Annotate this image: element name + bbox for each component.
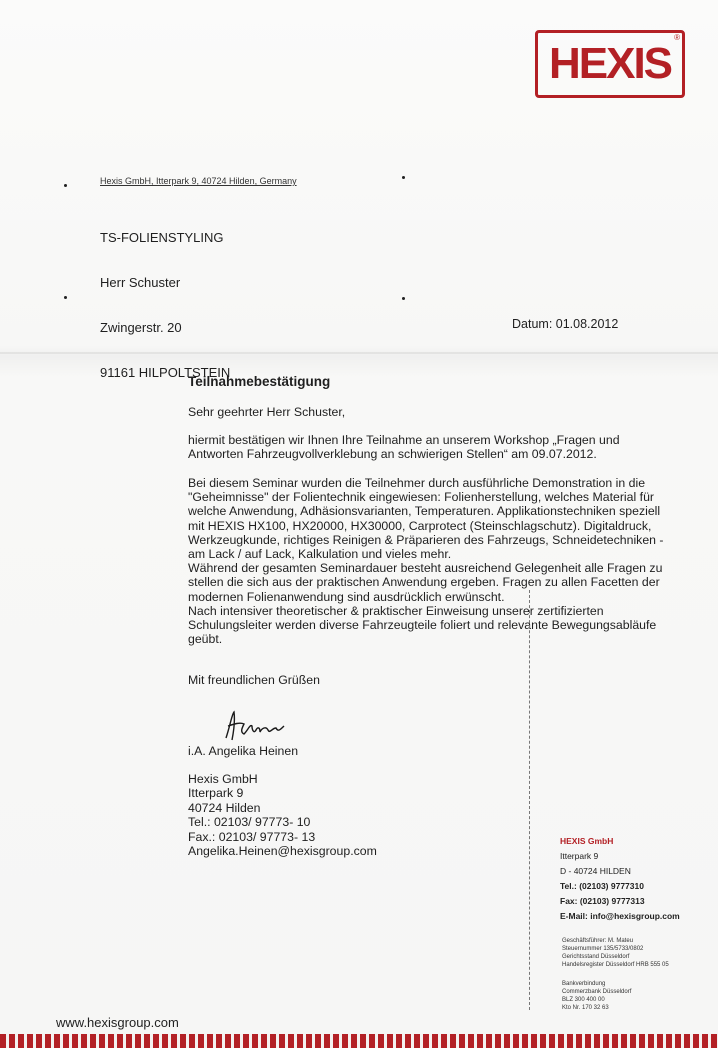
sender-line: Hexis GmbH, Itterpark 9, 40724 Hilden, Germany bbox=[100, 176, 297, 186]
footer-street: Itterpark 9 bbox=[560, 851, 599, 861]
recipient-company: TS-FOLIENSTYLING bbox=[100, 230, 224, 245]
footer-address bbox=[560, 834, 680, 924]
letter-subject: Teilnahmebestätigung bbox=[188, 374, 331, 389]
footer-legal: Geschäftsführer: M. Mateu Steuernummer 135/5733/0802 Gerichtsstand Düsseldorf Handelsregister Düsseldorf HRB 555 05 bbox=[562, 938, 669, 968]
closing: Mit freundlichen Grüßen bbox=[188, 673, 320, 687]
contact-block: Hexis GmbH Itterpark 9 40724 Hilden Tel.: 02103/ 97773- 10 Fax.: 02103/ 97773- 13 Angelika.Heinen@hexisgroup.com bbox=[188, 772, 377, 859]
website-link[interactable]: www.hexisgroup.com bbox=[56, 1015, 179, 1030]
punch-mark bbox=[402, 176, 405, 179]
letter-date: Datum: 01.08.2012 bbox=[512, 317, 619, 331]
paragraph-2: Bei diesem Seminar wurden die Teilnehmer durch ausführliche Demonstration in die "Geheimnisse" der Folientechnik eingewiesen: Folienherstellung, welches Material für welche Anwendung, Adhäsionsvarianten, Temperaturen. Applikationstechniken speziell mit HEXIS HX100, HX20000, HX30000, Carprotect (Steinschlagschutz). Digitaldruck, Werkzeugkunde, richtiges Reinigen & Präparieren des Fahrzeugs, Schneidetechniken - am Lack / auf Lack, Kalkulation und vieles mehr. Während der gesamten Seminardauer besteht ausreichend Gelegenheit alle Fragen zu stellen die sich aus der praktischen Anwendung ergeben. Fragen zu allen Facetten der modernen Folienanwendung sind ausdrücklich erwünscht. Nach intensiver theoretischer & praktischer Einweisung unserer zertifizierten Schulungsleiter werden diverse Fahrzeugteile foliert und relevante Bewegungsabläufe geübt. bbox=[188, 476, 664, 647]
recipient-name: Herr Schuster bbox=[100, 275, 181, 290]
footer-fax: Fax: (02103) 9777313 bbox=[560, 896, 645, 906]
dashed-guide bbox=[529, 590, 530, 1010]
punch-mark bbox=[64, 296, 67, 299]
punch-mark bbox=[64, 184, 67, 187]
footer-tel: Tel.: (02103) 9777310 bbox=[560, 881, 644, 891]
punch-mark bbox=[402, 297, 405, 300]
footer-company: HEXIS GmbH bbox=[560, 836, 614, 846]
handwritten-signature bbox=[222, 708, 286, 744]
footer-city: D - 40724 HILDEN bbox=[560, 866, 631, 876]
hexis-logo bbox=[535, 30, 685, 98]
footer-email[interactable]: E-Mail: info@hexisgroup.com bbox=[560, 911, 680, 921]
paragraph-1: hiermit bestätigen wir Ihnen Ihre Teilnahme an unserem Workshop „Fragen und Antworten Fahrzeugvollverklebung an schwierigen Stellen“ am 09.07.2012. bbox=[188, 433, 620, 462]
recipient-street: Zwingerstr. 20 bbox=[100, 320, 182, 335]
signatory: i.A. Angelika Heinen bbox=[188, 744, 299, 758]
recipient-city: 91161 HILPOLTSTEIN bbox=[100, 365, 231, 380]
salutation: Sehr geehrter Herr Schuster, bbox=[188, 405, 346, 419]
footer-stripes bbox=[0, 1034, 718, 1048]
logo-text: HEXIS bbox=[548, 39, 672, 88]
footer-bank: Bankverbindung Commerzbank Düsseldorf BLZ 300 400 00 Kto Nr. 170 32 63 bbox=[562, 981, 632, 1011]
registered-mark: ® bbox=[674, 33, 680, 42]
